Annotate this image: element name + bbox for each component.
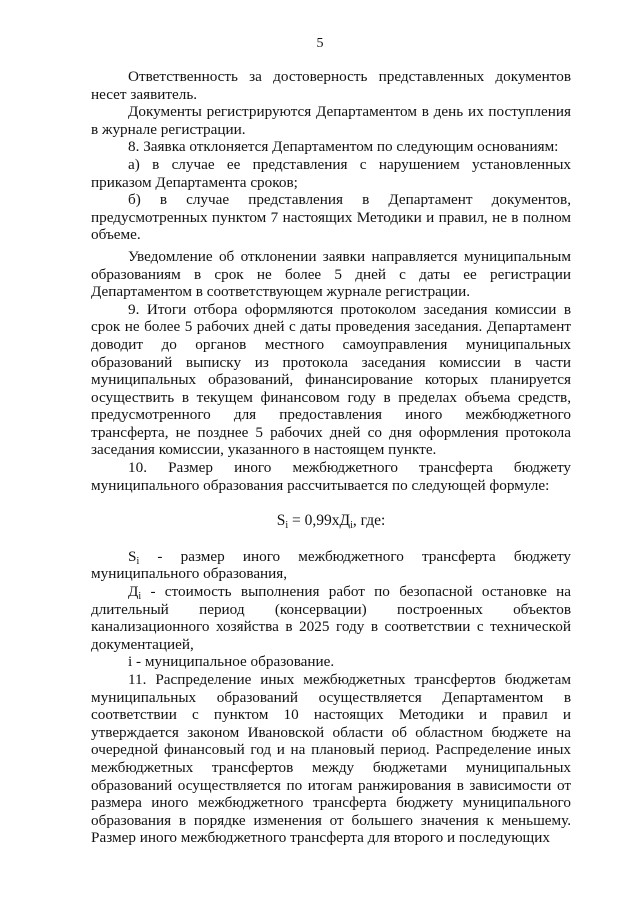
formula-s-subscript: i [285,520,289,532]
paragraph-item-10: 10. Размер иного межбюджетного трансферта бюджету муниципального образования рассчитывается по следующей формуле: [91,459,571,494]
paragraph-item-11: 11. Распределение иных межбюджетных трансфертов бюджетам муниципальных образований осуществляется Департаментом в соответствии с пунктом 10 настоящих Методики и правил и утверждается законом Ивановской области об областном бюджете на очередной финансовый год и на плановый период. Распределение иных межбюджетных трансфертов между бюджетами муниципальных образований осуществляется по итогам ранжирования в зависимости от размера иного межбюджетного трансферта бюджету муниципального образования в порядке изменения от большего значения к меньшему. Размер иного межбюджетного трансферта для второго и последующих [91,671,571,847]
definition-si [91,548,571,583]
definition-si-text: - размер иного межбюджетного трансферта бюджету муниципального образования, [91,547,571,583]
definition-si-subscript: i [136,555,140,567]
paragraph-responsibility: Ответственность за достоверность представленных документов несет заявитель. [91,68,571,103]
document-body [91,68,571,847]
formula-tail: , где: [352,512,386,530]
paragraph-rejection-notice: Уведомление об отклонении заявки направляется муниципальным образованиям в срок не более 5 дней с даты ее регистрации Департаментом в соответствующем журнале регистрации. [91,247,571,301]
page-number: 5 [316,36,324,51]
formula-middle: = 0,99хД [288,512,351,530]
formula-d-subscript: i [350,520,353,532]
formula [91,512,571,530]
definition-di-symbol: Д [128,583,139,601]
paragraph-item-8b: б) в случае представления в Департамент документов, предусмотренных пунктом 7 настоящих Методики и правил, не в полном объеме. [91,191,571,244]
paragraph-item-8a: а) в случае ее представления с нарушением установленных приказом Департамента сроков; [91,155,571,191]
definition-di-text: - стоимость выполнения работ по безопасной остановке на длительный период (консервации) построенных объектов канализационного хозяйства в 2025 году в соответствии с технической документацией, [91,583,571,653]
definition-i: i - муниципальное образование. [128,653,335,671]
definition-di [91,583,571,653]
formula-s: S [276,512,286,530]
paragraph-registration: Документы регистрируются Департаментом в день их поступления в журнале регистрации. [91,103,571,138]
paragraph-item-9: 9. Итоги отбора оформляются протоколом заседания комиссии в срок не более 5 рабочих дней с даты проведения заседания. Департамент доводит до органов местного самоуправления муниципальных образований выписку из протокола заседания комиссии в части муниципальных образований, финансирование которых планируется осуществить в текущем финансовом году в пределах объема средств, предусмотренного для предоставления иного межбюджетного трансферта, не позднее 5 рабочих дней со дня оформления протокола заседания комиссии, указанного в настоящем пункте. [91,300,571,459]
definition-si-symbol: S [128,547,137,565]
paragraph-item-8: 8. Заявка отклоняется Департаментом по следующим основаниям: [128,138,559,156]
definition-di-subscript: i [138,591,142,603]
